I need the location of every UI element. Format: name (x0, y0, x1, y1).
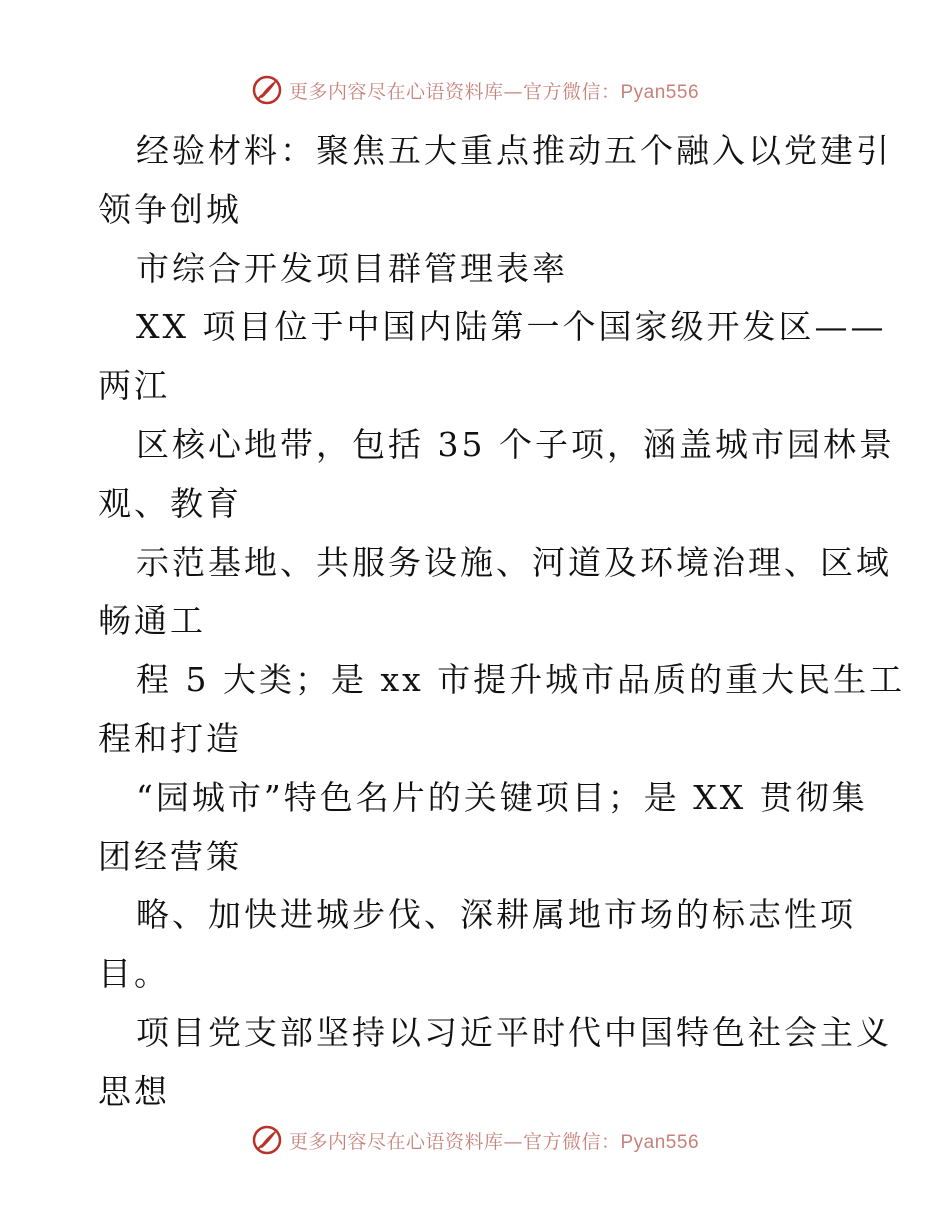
footer-banner-brand: Pyan556 (620, 1131, 700, 1153)
document-body (98, 122, 906, 1122)
header-banner (0, 70, 950, 110)
header-banner-brand: Pyan556 (620, 81, 700, 103)
quill-pen-logo-icon (251, 1124, 283, 1156)
document-line: 区核心地带，包括 35 个子项，涵盖城市园林景 (136, 424, 895, 464)
footer-banner (0, 1120, 950, 1160)
header-banner-text: 更多内容尽在心语资料库—官方微信：Pyan556 (288, 80, 700, 103)
document-line: 观、教育 (98, 483, 242, 523)
document-line: 思想 (98, 1071, 170, 1111)
document-line: 程和打造 (98, 718, 242, 758)
document-line: 目。 (98, 954, 170, 994)
document-line: 两江 (98, 366, 170, 406)
document-line: 团经营策 (98, 836, 242, 876)
quill-pen-logo-icon (251, 74, 283, 106)
document-line: 程 5 大类；是 xx 市提升城市品质的重大民生工 (136, 660, 906, 700)
document-line: 经验材料：聚焦五大重点推动五个融入以党建引 (136, 131, 892, 170)
document-line: 项目党支部坚持以习近平时代中国特色社会主义 (136, 1012, 892, 1052)
document-line: “园城市”特色名片的关键项目；是 XX 贯彻集 (136, 777, 868, 817)
document-line: 略、加快进城步伐、深耕属地市场的标志性项 (136, 895, 856, 935)
footer-banner-text: 更多内容尽在心语资料库—官方微信：Pyan556 (288, 1130, 700, 1153)
document-line: 畅通工 (98, 601, 206, 641)
document-line: XX 项目位于中国内陆第一个国家级开发区—— (136, 307, 887, 347)
document-line: 领争创城 (98, 189, 242, 229)
document-line: 示范基地、共服务设施、河道及环境治理、区域 (136, 542, 892, 582)
document-line: 市综合开发项目群管理表率 (136, 248, 568, 288)
